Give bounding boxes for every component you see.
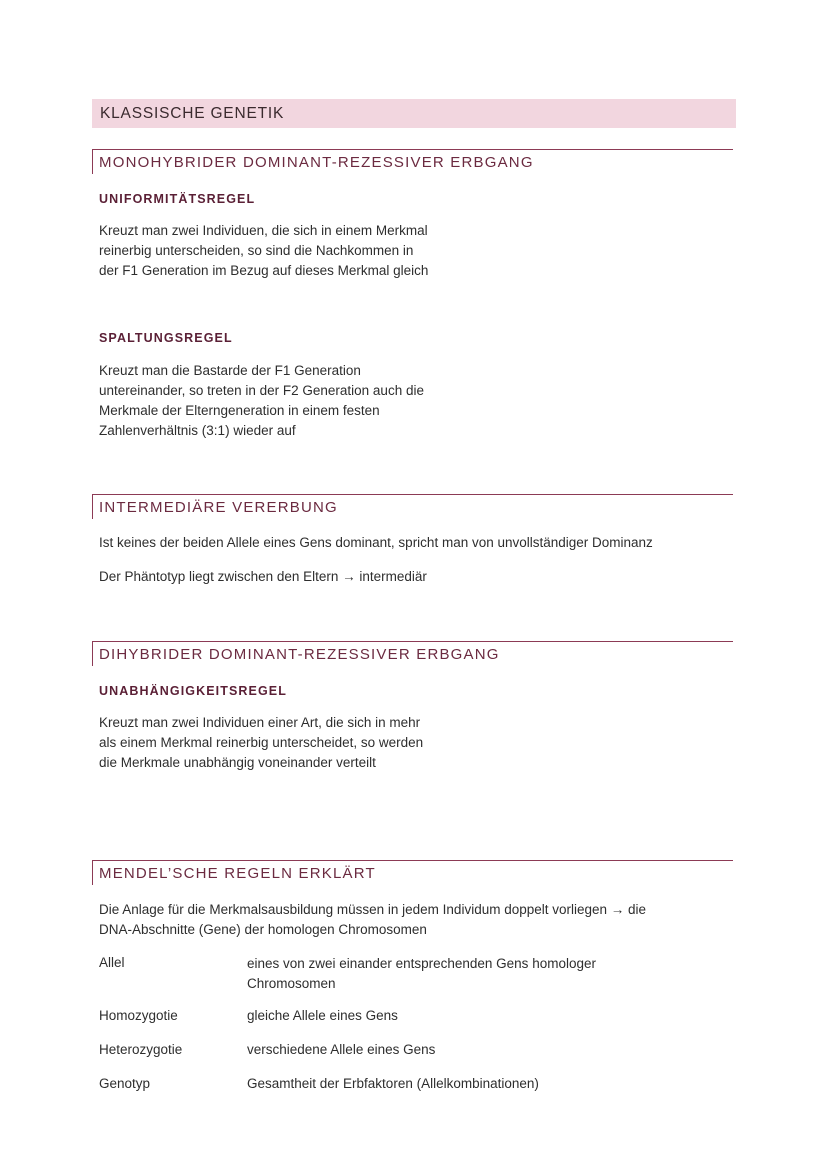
- text-line: Der Phäntotyp liegt zwischen den Eltern → intermediär: [99, 569, 427, 584]
- section-title: INTERMEDIÄRE VERERBUNG: [99, 499, 338, 516]
- section-heading-intermediaer: [92, 494, 733, 519]
- term-allel: Allel: [99, 955, 125, 970]
- definition-genotyp: [247, 1074, 539, 1094]
- definition-homozygotie: [247, 1006, 398, 1026]
- text-line: Zahlenverhältnis (3:1) wieder auf: [99, 423, 296, 438]
- text-line: Ist keines der beiden Allele eines Gens dominant, spricht man von unvollständiger Dominanz: [99, 535, 653, 550]
- section-title: MENDEL’SCHE REGELN ERKLÄRT: [99, 865, 376, 882]
- section-title: MONOHYBRIDER DOMINANT-REZESSIVER ERBGANG: [99, 154, 534, 171]
- subheading-spaltungsregel: SPALTUNGSREGEL: [99, 331, 233, 345]
- text-line: DNA-Abschnitte (Gene) der homologen Chromosomen: [99, 922, 427, 937]
- section-heading-mendel: [92, 860, 733, 885]
- term-genotyp: Genotyp: [99, 1076, 151, 1091]
- definition-heterozygotie: [247, 1040, 435, 1060]
- paragraph-uniformitaetsregel: [99, 221, 428, 281]
- text-line: Merkmale der Elterngeneration in einem festen: [99, 403, 380, 418]
- section-heading-dihybrid: [92, 641, 733, 666]
- text-line: untereinander, so treten in der F2 Generation auch die: [99, 383, 424, 398]
- text-line: Kreuzt man zwei Individuen, die sich in einem Merkmal: [99, 223, 428, 238]
- text-line: Chromosomen: [247, 976, 336, 991]
- term-heterozygotie: Heterozygotie: [99, 1042, 183, 1057]
- document-title-bar: [92, 99, 736, 128]
- section-heading-monohybrid: [92, 149, 733, 174]
- text-line: reinerbig unterscheiden, so sind die Nachkommen in: [99, 243, 414, 258]
- paragraph-intermediaer-1: [99, 533, 653, 553]
- text-line: Die Anlage für die Merkmalsausbildung müssen in jedem Individum doppelt vorliegen → die: [99, 902, 647, 917]
- paragraph-spaltungsregel: [99, 361, 424, 441]
- text-line: gleiche Allele eines Gens: [247, 1008, 398, 1023]
- text-line: Kreuzt man die Bastarde der F1 Generation: [99, 363, 361, 378]
- subheading-uniformitaetsregel: UNIFORMITÄTSREGEL: [99, 192, 256, 206]
- section-title: DIHYBRIDER DOMINANT-REZESSIVER ERBGANG: [99, 646, 500, 663]
- term-homozygotie: Homozygotie: [99, 1008, 178, 1023]
- text-line: die Merkmale unabhängig voneinander verteilt: [99, 755, 376, 770]
- text-line: verschiedene Allele eines Gens: [247, 1042, 436, 1057]
- subheading-unabhaengigkeitsregel: UNABHÄNGIGKEITSREGEL: [99, 684, 287, 698]
- definition-allel: [247, 954, 596, 994]
- paragraph-intermediaer-2: [99, 567, 427, 587]
- text-line: eines von zwei einander entsprechenden Gens homologer: [247, 956, 596, 971]
- paragraph-unabhaengigkeitsregel: [99, 713, 423, 773]
- paragraph-mendel-intro: [99, 900, 646, 940]
- text-line: Gesamtheit der Erbfaktoren (Allelkombinationen): [247, 1076, 539, 1091]
- document-title: KLASSISCHE GENETIK: [100, 105, 285, 122]
- text-line: der F1 Generation im Bezug auf dieses Merkmal gleich: [99, 263, 429, 278]
- text-line: als einem Merkmal reinerbig unterscheidet, so werden: [99, 735, 424, 750]
- text-line: Kreuzt man zwei Individuen einer Art, die sich in mehr: [99, 715, 421, 730]
